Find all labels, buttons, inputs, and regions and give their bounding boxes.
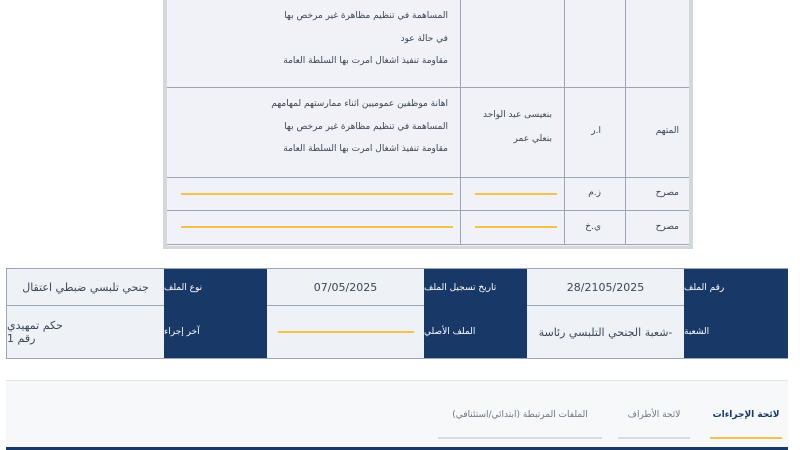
party-name: بنعلي عمر [513,134,552,144]
tab-label: الملفات المرتبطة (ابتدائي/استئنافي) [452,410,588,420]
role-cell [625,88,689,177]
tabs-bar [6,380,788,450]
tab-procedures[interactable] [710,410,782,420]
names-cell [460,211,564,244]
table-row [167,211,689,245]
charge-text: في حالة عود [400,34,448,44]
file-type-label: نوع الملف [164,269,267,306]
party-initials: ز.م [588,188,601,198]
charges-cell [167,88,460,177]
tab-underline [710,437,782,439]
names-cell [460,178,564,210]
tab-underline [618,437,690,439]
placeholder-line [181,226,453,228]
party-initials: ا.ر [591,126,601,136]
table-row [167,178,689,211]
charge-text: المساهمة في تنظيم مظاهرة غير مرخص بها [284,11,448,21]
charges-cell [167,211,460,244]
table-row [167,88,689,178]
table-row [167,0,689,88]
charge-text: اهانة موظفين عموميين اثناء ممارستهم لمهامهم [271,99,448,109]
last-action-value [7,306,164,358]
party-role: مصرح [655,188,679,198]
role-cell [625,0,689,87]
initials-cell [564,0,625,87]
tab-related-files[interactable] [438,410,602,420]
party-name: بنعيسى عبد الواحد [482,110,552,120]
registration-date-value: 07/05/2025 [313,281,378,294]
initials-cell [564,88,625,177]
placeholder-line [475,193,557,195]
original-file-label: الملف الأصلي [424,306,527,358]
file-info-panel [6,268,788,359]
file-info-row [7,269,787,306]
original-file-value [267,306,424,358]
party-role: مصرح [655,222,679,232]
charges-cell [167,178,460,210]
party-role: المتهم [655,126,679,136]
file-number-label: رقم الملف [684,269,788,306]
charge-text: المساهمة في تنظيم مظاهرة غير مرخص بها [284,122,448,132]
initials-cell [564,211,625,244]
registration-date-label: تاريخ تسجيل الملف [424,269,527,306]
last-action-label: آخر إجراء [164,306,267,358]
role-cell [625,211,689,244]
division-label: الشعبة [684,306,788,358]
charge-text: مقاومة تنفيذ اشغال امرت بها السلطة العامة [283,56,448,66]
tab-label: لائحة الأطراف [627,410,681,420]
file-number-value: 28/2105/2025 [566,281,645,294]
parties-table-frame [163,0,693,249]
tab-label: لائحة الإجراءات [712,410,780,420]
initials-cell [564,178,625,210]
tab-underline [438,437,602,439]
role-cell [625,178,689,210]
names-cell [460,0,564,87]
tab-parties[interactable] [618,410,690,420]
file-info-row [7,306,787,358]
party-initials: ي.خ [585,222,601,232]
file-type-value: جنحي تلبسي ضبطي اعتقال [22,281,149,294]
last-action-line: حكم تمهيدي [7,319,63,332]
parties-table [167,0,689,246]
names-cell [460,88,564,177]
placeholder-line [181,193,453,195]
last-action-line: رقم 1 [7,332,36,345]
placeholder-line [475,226,557,228]
division-value: -شعبة الجنحي التلبسي رئاسة [538,325,673,339]
charges-cell [167,0,460,87]
placeholder-line [278,331,414,333]
charge-text: مقاومة تنفيذ اشغال امرت بها السلطة العامة [283,144,448,154]
